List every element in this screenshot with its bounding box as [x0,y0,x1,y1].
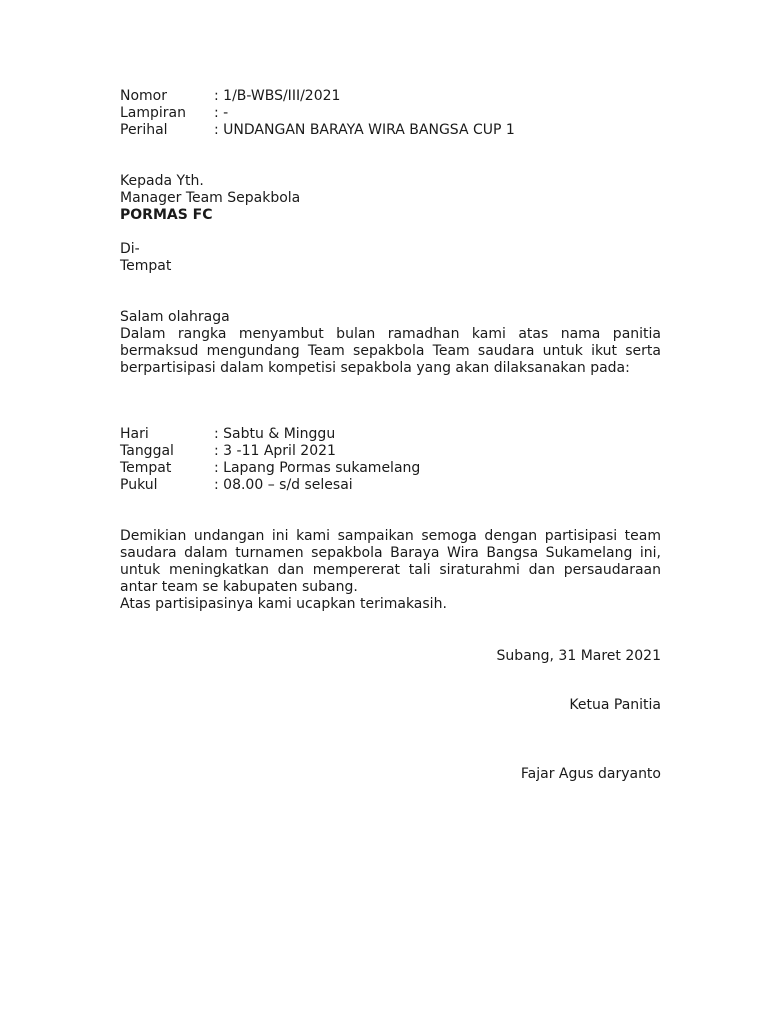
recipient-position: Manager Team Sepakbola [120,190,301,206]
hari-row [120,426,660,443]
perihal-value: : UNDANGAN BARAYA WIRA BANGSA CUP 1 [214,122,515,138]
hari-label: Hari [120,426,149,442]
tempat-value: : Lapang Pormas sukamelang [214,460,421,476]
pukul-row [120,477,660,494]
closing-block [120,528,661,613]
invitation-paragraph: Dalam rangka menyambut bulan ramadhan kami atas nama panitia bermaksud mengundang Team sepakbola Team saudara untuk ikut serta berpartisipasi dalam kompetisi sepakbola yang akan dilaksanakan pada: [120,326,661,376]
spacer [120,224,660,241]
tempat-row [120,460,660,477]
recipient-di: Di- [120,241,140,257]
pukul-label: Pukul [120,477,158,493]
closing-paragraph: Demikian undangan ini kami sampaikan semoga dengan partisipasi team saudara dalam turnamen sepakbola Baraya Wira Bangsa Sukamelang ini, untuk meningkatkan dan mempererat tali siraturahmi dan persaudaraan antar team se kabupaten subang. [120,528,661,595]
event-details [120,426,660,494]
recipient-salutation: Kepada Yth. [120,173,204,189]
closing-thanks: Atas partisipasinya kami ucapkan terimakasih. [120,596,447,612]
greeting: Salam olahraga [120,309,230,325]
recipient-team: PORMAS FC [120,207,213,223]
tanggal-label: Tanggal [120,443,174,459]
tanggal-row [120,443,660,460]
lampiran-value: : - [214,105,229,121]
tanggal-value: : 3 -11 April 2021 [214,443,336,459]
place-date: Subang, 31 Maret 2021 [496,648,661,664]
tempat-label: Tempat [120,460,172,476]
lampiran-label: Lampiran [120,105,187,121]
invitation-body [120,309,661,377]
letter-header [120,88,660,139]
perihal-row [120,122,660,139]
signer-name: Fajar Agus daryanto [520,766,661,782]
perihal-label: Perihal [120,122,168,138]
signer-role: Ketua Panitia [569,697,661,713]
hari-value: : Sabtu & Minggu [214,426,336,442]
pukul-value: : 08.00 – s/d selesai [214,477,353,493]
nomor-label: Nomor [120,88,167,104]
lampiran-row [120,105,660,122]
recipient-block [120,173,660,275]
nomor-row [120,88,660,105]
recipient-tempat: Tempat [120,258,172,274]
nomor-value: : 1/B-WBS/III/2021 [214,88,341,104]
